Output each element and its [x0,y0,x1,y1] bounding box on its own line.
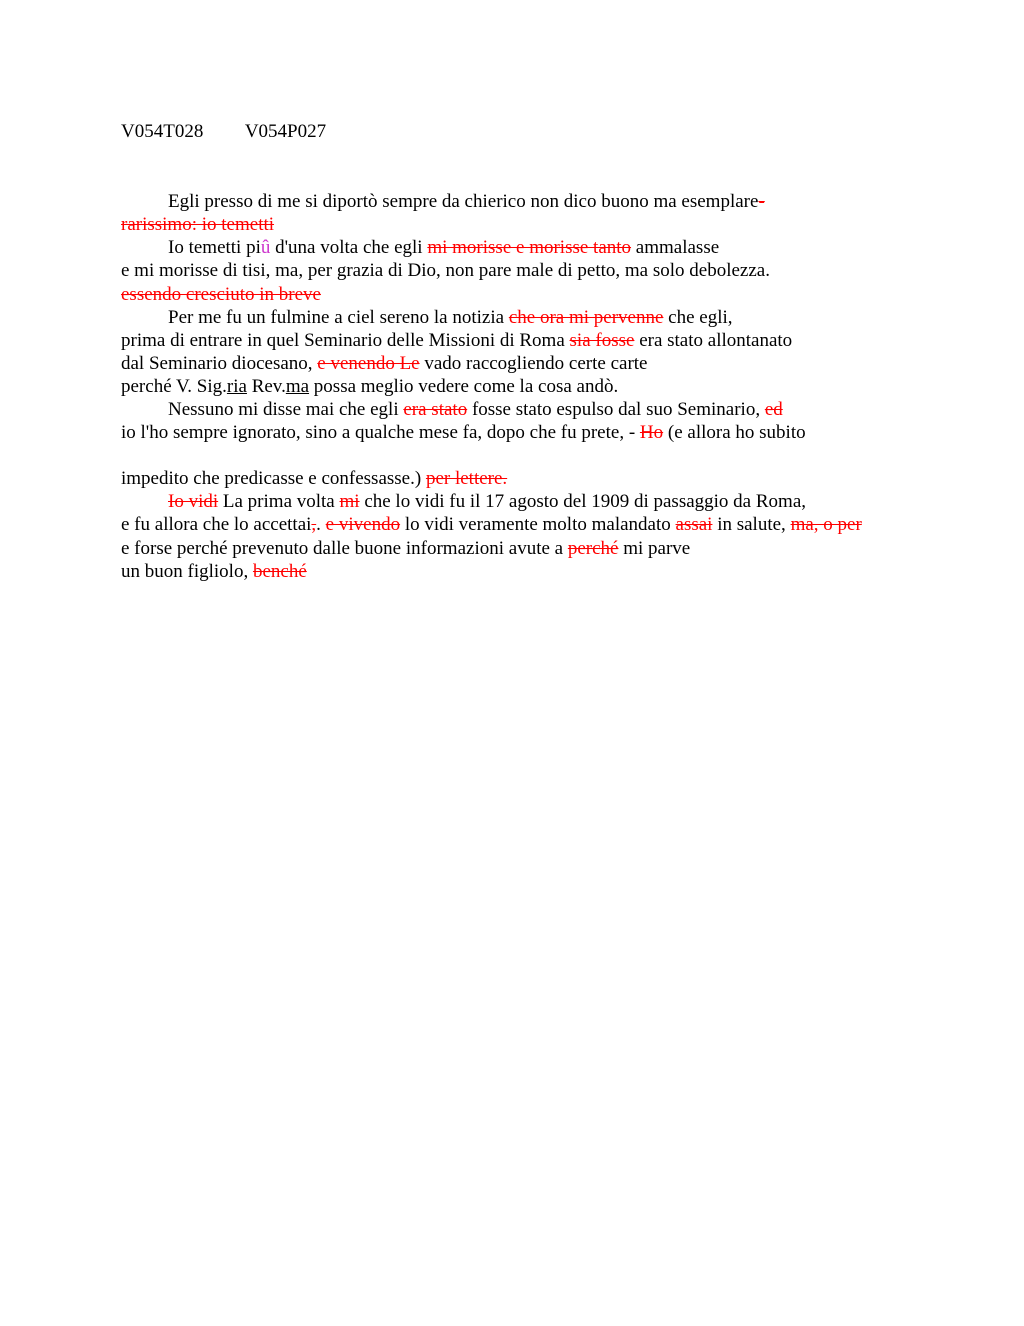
text-line [121,560,307,583]
deleted-text: assai [675,514,713,535]
deleted-text: per lettere. [425,468,508,489]
deleted-text: - [758,191,765,212]
text-line [121,375,618,398]
text-segment: in salute, [712,514,791,535]
deleted-text: mi morisse e morisse tanto [427,237,632,258]
text-segment: lo vidi veramente molto malandato [400,514,676,535]
text-segment: ammalasse [631,237,720,258]
deleted-text: essendo cresciuto in breve [121,284,321,305]
text-segment: perché V. Sig. [121,376,227,397]
text-line [121,213,274,236]
deleted-text: e venendo Le [317,353,420,374]
deleted-text: Io vidi [168,491,219,512]
deleted-text: che ora mi pervenne [508,307,664,328]
text-segment: (e allora ho subito [663,422,806,443]
deleted-text: era stato [403,399,468,420]
underlined-abbreviation: ria [226,376,247,397]
text-line [121,467,507,490]
text-segment: Per me fu un fulmine a ciel sereno la notizia [168,307,509,328]
text-segment: e forse perché prevenuto dalle buone informazioni avute a [121,538,568,559]
text-segment: prima di entrare in quel Seminario delle Missioni di Roma [121,330,570,351]
text-line [168,236,719,259]
text-segment: Egli presso di me si diportò sempre da chierico non dico buono ma esemplare [168,191,759,212]
deleted-text: rarissimo: io temetti [121,214,275,235]
deleted-text: mi [339,491,360,512]
text-segment: dal Seminario diocesano, [121,353,318,374]
deleted-text: Ho [639,422,664,443]
text-segment: impedito che predicasse e confessasse.) [121,468,426,489]
text-segment: Io temetti pi [168,237,261,258]
text-segment: Rev. [246,376,286,397]
text-segment: vado raccogliendo certe carte [419,353,648,374]
text-line [168,190,765,213]
deleted-text: e vivendo [325,514,401,535]
underlined-abbreviation: ma [285,376,310,397]
text-line [121,513,862,536]
text-segment: d'una volta che egli [270,237,428,258]
deleted-text: ma, o per [790,514,862,535]
text-segment: mi parve [618,538,691,559]
text-segment: che egli, [663,307,733,328]
header-code-2: V054P027 [244,121,327,142]
text-segment: era stato allontanato [634,330,793,351]
text-line [121,283,321,306]
text-line [121,421,806,444]
text-segment: . [316,514,326,535]
deleted-text: perché [567,538,619,559]
text-line [168,306,733,329]
text-segment: La prima volta [218,491,340,512]
document-header [121,120,326,143]
text-line [121,352,648,375]
inserted-character: û [260,237,271,258]
text-segment: io l'ho sempre ignorato, sino a qualche mese fa, dopo che fu prete, - [121,422,640,443]
deleted-text: , [311,514,317,535]
deleted-text: ed [764,399,783,420]
text-line [168,490,806,513]
text-segment: Nessuno mi disse mai che egli [168,399,404,420]
text-segment: possa meglio vedere come la cosa andò. [309,376,619,397]
text-segment: che lo vidi fu il 17 agosto del 1909 di passaggio da Roma, [359,491,806,512]
text-segment: fosse stato espulso dal suo Seminario, [467,399,765,420]
text-segment: e mi morisse di tisi, ma, per grazia di Dio, non pare male di petto, ma solo debolezza. [121,260,770,281]
text-line [121,537,690,560]
text-segment: un buon figliolo, [121,561,253,582]
header-code-1: V054T028 [121,121,204,142]
text-line [168,398,783,421]
text-line [121,259,770,282]
deleted-text: sia fosse [569,330,635,351]
text-line [121,329,792,352]
text-segment: e fu allora che lo accettai [121,514,312,535]
deleted-text: benché [252,561,307,582]
